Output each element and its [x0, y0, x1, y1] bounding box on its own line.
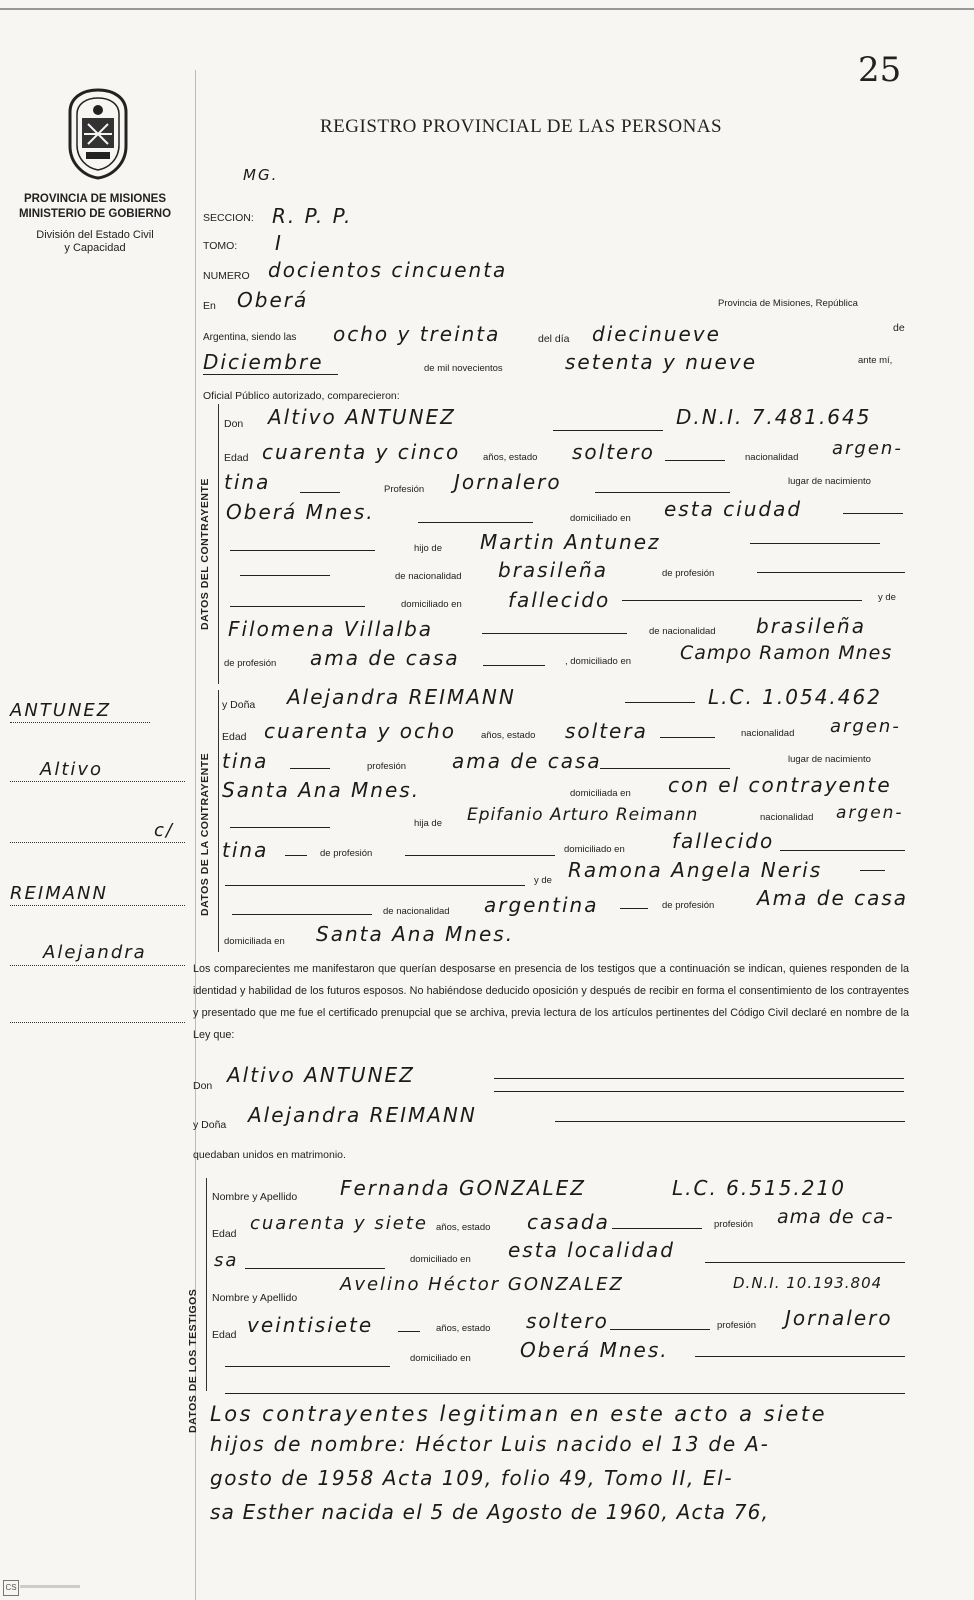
- bride-nationality-1: argen-: [830, 716, 901, 737]
- w2-prof: Jornalero: [785, 1306, 893, 1330]
- top-border: [0, 8, 974, 10]
- groom-status-line: [665, 460, 725, 461]
- bride-name: Alejandra REIMANN: [287, 685, 516, 709]
- groom-dom-line: [843, 513, 903, 514]
- groom-prof-label: Profesión: [384, 484, 425, 495]
- bride-doc: L.C. 1.054.462: [708, 685, 882, 709]
- decl-bride-line: [555, 1121, 905, 1122]
- w1-status: casada: [527, 1210, 610, 1234]
- bride-edad-label: Edad: [222, 731, 247, 743]
- year-value: setenta y nueve: [565, 350, 757, 374]
- groom-name: Altivo ANTUNEZ: [268, 405, 456, 429]
- groom-doc: D.N.I. 7.481.645: [676, 405, 872, 429]
- declaration-paragraph: Los comparecientes me manifestaron que querían desposarse en presencia de los testigos que a continuación se indican, quienes responden de la identidad y habilidad de los futuros esposos. No habiéndose deducido oposición y después de recibir en forma el consentimiento de los contrayentes y presentado que me fue el certificado prenupcial que se archiva, previa lectura de los artículos pertinentes del Código Civil declaré en nombre de la Ley que:: [193, 963, 909, 1041]
- bride-status: soltera: [565, 719, 648, 743]
- registry-mark: MG.: [243, 166, 279, 184]
- bride-dom-label: domiciliada en: [570, 788, 631, 799]
- groom-mother-prof: ama de casa: [310, 646, 460, 670]
- place-value: Oberá: [237, 288, 309, 312]
- w2-status-line: [610, 1329, 710, 1330]
- bride-mother-dom-label: domiciliada en: [224, 936, 285, 947]
- witness-bottom-line: [225, 1393, 905, 1394]
- bmnat-line: [232, 914, 372, 915]
- father-prof-line: [757, 572, 905, 573]
- bride-father-nat-1: argen-: [836, 803, 904, 823]
- groom-bracket: [218, 404, 219, 684]
- bride-mother-nat-label: de nacionalidad: [383, 906, 450, 917]
- w2-status: soltero: [526, 1309, 609, 1333]
- bride-name-line: [625, 702, 695, 703]
- w1-prof-label: profesión: [714, 1219, 754, 1230]
- groom-dom-label: domiciliado en: [570, 513, 631, 524]
- w1-prof-2: sa: [214, 1250, 239, 1271]
- bride-father-nat-2: tina: [222, 838, 269, 862]
- groom-prof-line: [595, 492, 730, 493]
- hijo-line: [230, 550, 375, 551]
- groom-mother: Filomena Villalba: [228, 617, 434, 641]
- margin-dot-6: [10, 1022, 185, 1023]
- mother-nat-label: de nacionalidad: [649, 626, 716, 637]
- groom-mother-dom: Campo Ramon Mnes: [680, 642, 893, 664]
- margin-conj: c/: [154, 820, 174, 841]
- division-line-1: División del Estado Civil: [36, 229, 154, 241]
- groom-nationality-1: argen-: [832, 438, 903, 459]
- seccion-value: R. P. P.: [272, 204, 353, 228]
- bride-mother-dom: Santa Ana Mnes.: [316, 922, 515, 946]
- decl-don-label: Don: [193, 1080, 213, 1092]
- margin-bride-name: Alejandra: [43, 942, 147, 963]
- w1-status-line: [612, 1228, 702, 1229]
- groom-edad-label: Edad: [224, 452, 249, 464]
- groom-section-label: DATOS DEL CONTRAYENTE: [199, 478, 211, 630]
- margin-bride-surname: REIMANN: [10, 883, 108, 904]
- bride-lugar-label: lugar de nacimiento: [788, 754, 871, 765]
- groom-age: cuarenta y cinco: [262, 440, 461, 464]
- province-name: PROVINCIA DE MISIONES: [23, 193, 167, 205]
- scanner-badge: CS: [3, 1580, 19, 1596]
- decl-groom-line-2: [494, 1091, 904, 1092]
- groom-name-line: [553, 430, 663, 431]
- w1-age: cuarenta y siete: [250, 1213, 428, 1234]
- w2-dom-label: domiciliado en: [410, 1353, 471, 1364]
- don-label: Don: [224, 418, 244, 430]
- bride-father-prof-label: de profesión: [320, 848, 373, 859]
- en-label: En: [203, 300, 216, 312]
- decl-closing: quedaban unidos en matrimonio.: [193, 1149, 346, 1161]
- bride-mother-prof: Ama de casa: [757, 886, 909, 910]
- w1-nombre-label: Nombre y Apellido: [212, 1191, 298, 1203]
- month-value: Diciembre: [203, 350, 324, 374]
- margin-groom-surname: ANTUNEZ: [10, 700, 112, 721]
- hijo-label: hijo de: [414, 543, 442, 554]
- ydom-line: [225, 885, 525, 886]
- decl-dona-label: y Doña: [193, 1119, 227, 1131]
- de-label: de: [893, 322, 905, 334]
- w2-dom-pre-line: [225, 1366, 390, 1367]
- mother-dom-label: , domiciliado en: [565, 656, 632, 667]
- bmnat2-line: [620, 908, 648, 909]
- w2-dom-line: [695, 1356, 905, 1357]
- bride-y-de-label: y de: [534, 875, 552, 886]
- groom-birth-line: [418, 522, 533, 523]
- margin-dot-3: [10, 842, 185, 843]
- bride-birthplace: Santa Ana Mnes.: [222, 778, 421, 802]
- father-prof-label: de profesión: [662, 568, 715, 579]
- groom-father-dom: fallecido: [508, 588, 611, 612]
- w1-dom-label: domiciliado en: [410, 1254, 471, 1265]
- decl-bride: Alejandra REIMANN: [248, 1103, 477, 1127]
- witness-section-label: DATOS DE LOS TESTIGOS: [187, 1288, 199, 1433]
- bfnat-line: [285, 855, 307, 856]
- margin-dot-2: [10, 781, 185, 782]
- bride-nat-line: [290, 768, 330, 769]
- y-de-label: y de: [878, 592, 896, 603]
- mother-prof-label: de profesión: [224, 658, 277, 669]
- groom-domicile: esta ciudad: [664, 497, 803, 521]
- page-number: 25: [858, 50, 902, 90]
- w1-name: Fernanda GONZALEZ: [340, 1176, 587, 1200]
- father-nat-label: de nacionalidad: [395, 571, 462, 582]
- groom-nationality-2: tina: [224, 470, 271, 494]
- bride-status-line: [660, 737, 715, 738]
- w2-nombre-label: Nombre y Apellido: [212, 1292, 298, 1304]
- tomo-label: TOMO:: [203, 240, 238, 252]
- del-dia-label: del día: [538, 333, 570, 345]
- bride-profession: ama de casa: [452, 749, 602, 773]
- bride-prof-label: profesión: [367, 761, 407, 772]
- groom-nat-line: [300, 492, 340, 493]
- bride-prof-line: [600, 768, 730, 769]
- groom-mother-nat: brasileña: [756, 614, 866, 638]
- oficial-text: Oficial Público autorizado, comparecieron:: [203, 390, 400, 402]
- document-title: REGISTRO PROVINCIAL DE LAS PERSONAS: [320, 116, 723, 137]
- w2-age-line: [398, 1331, 420, 1332]
- note-line-4: sa Esther nacida el 5 de Agosto de 1960, Acta 76,: [210, 1500, 770, 1524]
- mother-line: [482, 633, 627, 634]
- hija-line: [230, 827, 330, 828]
- bride-mother-nat: argentina: [484, 893, 599, 917]
- bride-mother: Ramona Angela Neris: [568, 858, 823, 882]
- fdom-line: [230, 606, 365, 607]
- groom-birthplace: Oberá Mnes.: [226, 500, 375, 524]
- decl-groom-line: [494, 1078, 904, 1079]
- bride-father-dom-label: domiciliado en: [564, 844, 625, 855]
- w1-doc: L.C. 6.515.210: [672, 1176, 846, 1200]
- w1-prof-1: ama de ca-: [777, 1206, 894, 1228]
- w2-doc: D.N.I. 10.193.804: [733, 1274, 883, 1292]
- bmother-line: [860, 870, 885, 871]
- argentina-text: Argentina, siendo las: [203, 332, 297, 343]
- w1-dom: esta localidad: [508, 1238, 675, 1262]
- numero-value: docientos cincuenta: [268, 258, 508, 282]
- groom-status: soltero: [572, 440, 655, 464]
- w2-estado-label: años, estado: [436, 1323, 491, 1334]
- mil-label: de mil novecientos: [424, 363, 503, 374]
- bride-domicile: con el contrayente: [668, 773, 892, 797]
- father-dom-line: [622, 600, 862, 601]
- note-line-3: gosto de 1958 Acta 109, folio 49, Tomo II, El-: [210, 1466, 734, 1490]
- day-value: diecinueve: [592, 322, 721, 346]
- note-line-2: hijos de nombre: Héctor Luis nacido el 13 de A-: [210, 1432, 770, 1456]
- provincia-text: Provincia de Misiones, República: [718, 298, 858, 309]
- dona-label: y Doña: [222, 699, 256, 711]
- provincial-seal-icon: [62, 88, 134, 180]
- groom-profession: Jornalero: [454, 470, 562, 494]
- groom-father: Martin Antunez: [480, 530, 661, 554]
- ante-mi-label: ante mí,: [858, 355, 893, 366]
- nac-line: [240, 575, 330, 576]
- hour-value: ocho y treinta: [333, 322, 501, 346]
- division-line-2: y Capacidad: [64, 242, 126, 254]
- hija-label: hija de: [414, 818, 442, 829]
- w1-edad-label: Edad: [212, 1228, 237, 1240]
- bride-father: Epifanio Arturo Reimann: [467, 805, 699, 825]
- margin-dot-1: [10, 722, 150, 723]
- bride-estado-label: años, estado: [481, 730, 536, 741]
- witness-bracket: [206, 1178, 207, 1391]
- w1-prof2-line: [245, 1268, 385, 1269]
- father-dom-label: domiciliado en: [401, 599, 462, 610]
- month-line: [203, 374, 338, 375]
- ministry-name: MINISTERIO DE GOBIERNO: [18, 208, 172, 220]
- margin-dot-4: [10, 905, 185, 906]
- decl-groom: Altivo ANTUNEZ: [227, 1063, 415, 1087]
- margin-groom-name: Altivo: [40, 759, 104, 780]
- mprof-line: [483, 665, 545, 666]
- father-line: [750, 543, 880, 544]
- bride-section-label: DATOS DE LA CONTRAYENTE: [199, 752, 211, 916]
- bride-father-nat-label: nacionalidad: [760, 812, 814, 823]
- margin-dot-5: [10, 965, 185, 966]
- bride-bracket: [218, 690, 219, 952]
- note-line-1: Los contrayentes legitiman en este acto a siete: [210, 1402, 827, 1426]
- bride-nac-label: nacionalidad: [741, 728, 795, 739]
- w2-dom: Oberá Mnes.: [520, 1338, 669, 1362]
- groom-father-nat: brasileña: [498, 558, 608, 582]
- groom-nac-label: nacionalidad: [745, 452, 799, 463]
- bride-father-dom: fallecido: [672, 829, 775, 853]
- numero-label: NUMERO: [203, 270, 250, 282]
- bride-mother-prof-label: de profesión: [662, 900, 715, 911]
- bride-nationality-2: tina: [222, 749, 269, 773]
- w2-name: Avelino Héctor GONZALEZ: [340, 1274, 624, 1295]
- w1-estado-label: años, estado: [436, 1222, 491, 1233]
- w1-dom-line: [705, 1262, 905, 1263]
- w2-age: veintisiete: [247, 1313, 374, 1337]
- groom-estado-label: años, estado: [483, 452, 538, 463]
- scanner-mark: [20, 1585, 80, 1588]
- bride-age: cuarenta y ocho: [264, 719, 456, 743]
- w2-edad-label: Edad: [212, 1329, 237, 1341]
- w2-prof-label: profesión: [717, 1320, 757, 1331]
- bfprof-line: [405, 855, 555, 856]
- ministry-block: [6, 192, 184, 255]
- groom-lugar-label: lugar de nacimiento: [788, 476, 871, 487]
- seccion-label: SECCION:: [203, 212, 254, 224]
- bfdom-line: [780, 850, 905, 851]
- tomo-value: I: [275, 231, 283, 255]
